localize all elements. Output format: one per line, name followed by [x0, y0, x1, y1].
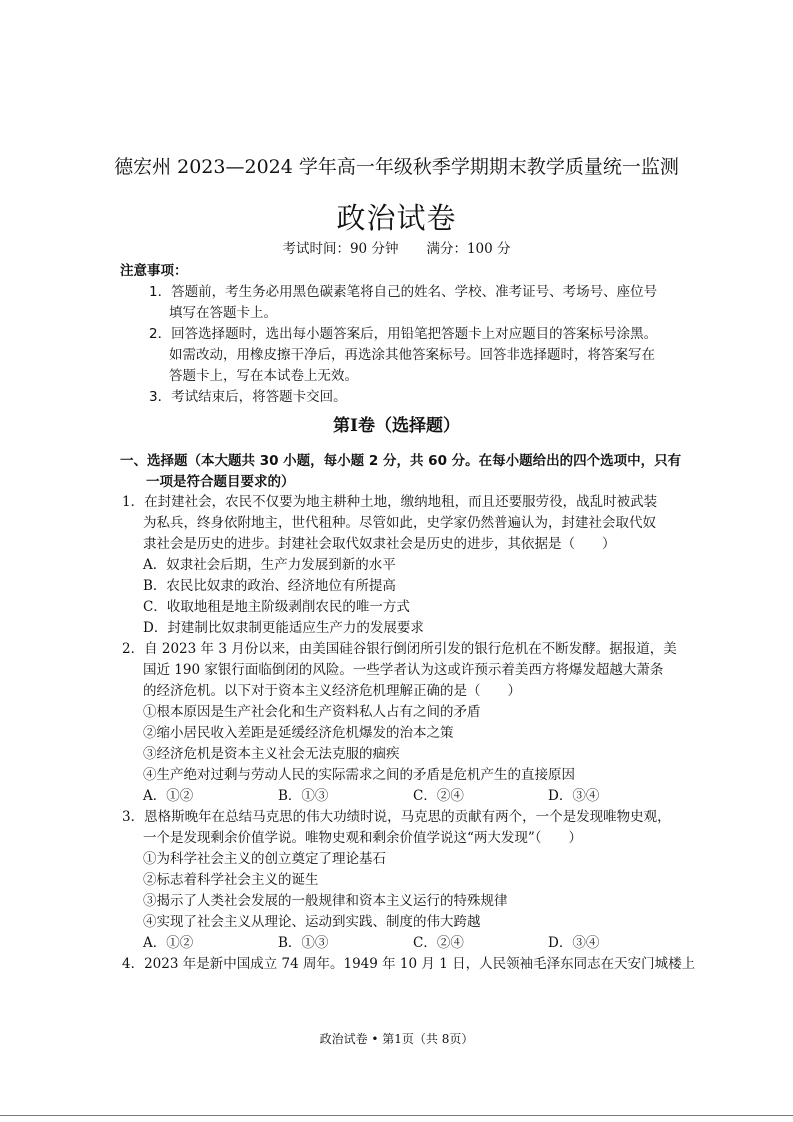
notice-line: 填写在答题卡上。 [169, 305, 277, 321]
notice-line: 1．答题前，考生务必用黑色碳素笔将自己的姓名、学校、准考证号、考场号、座位号 [149, 284, 658, 300]
choice-c: C．②④ [413, 788, 464, 804]
question-stem: 国近 190 家银行面临倒闭的风险。一些学者认为这或许预示着美西方将爆发超越大萧条 [143, 662, 664, 678]
choice-row [143, 784, 683, 804]
choice-row [143, 931, 683, 951]
question-statement: ①为科学社会主义的创立奠定了理论基石 [143, 851, 386, 867]
question-statement: ④生产绝对过剩与劳动人民的实际需求之间的矛盾是危机产生的直接原因 [143, 767, 575, 783]
question-option: C．收取地租是地主阶级剥削农民的唯一方式 [143, 599, 410, 615]
question-stem: 3．恩格斯晚年在总结马克思的伟大功绩时说，马克思的贡献有两个，一个是发现唯物史观， [122, 809, 671, 825]
choice-c: C．②④ [413, 935, 464, 951]
question-statement: ①根本原因是生产社会化和生产资料私人占有之间的矛盾 [143, 704, 481, 720]
choice-a: A．①② [143, 935, 194, 951]
question-stem: 为私兵，终身依附地主，世代租种。尽管如此，史学家仍然普遍认为，封建社会取代奴 [143, 515, 656, 531]
question-stem: 1．在封建社会，农民不仅要为地主耕种土地，缴纳地租，而且还要服劳役，战乱时被武装 [122, 494, 658, 510]
question-statement: ③揭示了人类社会发展的一般规律和资本主义运行的特殊规律 [143, 893, 508, 909]
question-option: A．奴隶社会后期，生产力发展到新的水平 [143, 557, 396, 573]
notice-line: 答题卡上，写在本试卷上无效。 [169, 368, 358, 384]
notice-title: 注意事项： [120, 263, 188, 279]
choice-a: A．①② [143, 788, 194, 804]
question-stem: 的经济危机。以下对于资本主义经济危机理解正确的是（ ） [143, 683, 521, 699]
full-score: 满分：100 分 [426, 241, 511, 257]
exam-meta [0, 237, 793, 257]
choice-b: B．①③ [278, 788, 329, 804]
part-heading: 一项是符合题目要求的） [146, 474, 295, 490]
question-option: B．农民比奴隶的政治、经济地位有所提高 [143, 578, 396, 594]
bottom-divider [0, 1115, 793, 1116]
exam-time: 考试时间：90 分钟 [282, 241, 399, 257]
question-stem: 4．2023 年是新中国成立 74 周年。1949 年 10 月 1 日，人民领袖毛泽东同志在天安门城楼上 [122, 956, 696, 972]
choice-d: D．③④ [548, 935, 600, 951]
question-statement: ④实现了社会主义从理论、运动到实践、制度的伟大跨越 [143, 914, 481, 930]
question-stem: 隶社会是历史的进步。封建社会取代奴隶社会是历史的进步，其依据是（ ） [143, 536, 616, 552]
question-stem: 2．自 2023 年 3 月份以来，由美国硅谷银行倒闭所引发的银行危机在不断发酵。据报道，美 [122, 641, 677, 657]
notice-line: 2．回答选择题时，选出每小题答案后，用铅笔把答题卡上对应题目的答案标号涂黑。 [149, 326, 658, 342]
choice-b: B．①③ [278, 935, 329, 951]
question-statement: ②标志着科学社会主义的诞生 [143, 872, 319, 888]
question-stem: 一个是发现剩余价值学说。唯物史观和剩余价值学说这“两大发现”（ ） [143, 830, 583, 846]
page-footer: 政治试卷 • 第1页（共 8页） [319, 1032, 474, 1046]
question-option: D．封建制比奴隶制更能适应生产力的发展要求 [143, 620, 424, 636]
exam-title: 德宏州 2023—2024 学年高一年级秋季学期期末教学质量统一监测 [114, 156, 679, 178]
section-title: 第Ⅰ卷（选择题） [333, 416, 460, 436]
question-statement: ②缩小居民收入差距是延缓经济危机爆发的治本之策 [143, 725, 454, 741]
question-statement: ③经济危机是资本主义社会无法克服的痼疾 [143, 746, 400, 762]
subject-title: 政治试卷 [336, 201, 457, 235]
notice-line: 3．考试结束后，将答题卡交回。 [149, 389, 347, 405]
part-heading: 一、选择题（本大题共 30 小题，每小题 2 分，共 60 分。在每小题给出的四个选项中，只有 [120, 453, 682, 469]
notice-line: 如需改动，用橡皮擦干净后，再选涂其他答案标号。回答非选择题时，将答案写在 [169, 347, 655, 363]
choice-d: D．③④ [548, 788, 600, 804]
